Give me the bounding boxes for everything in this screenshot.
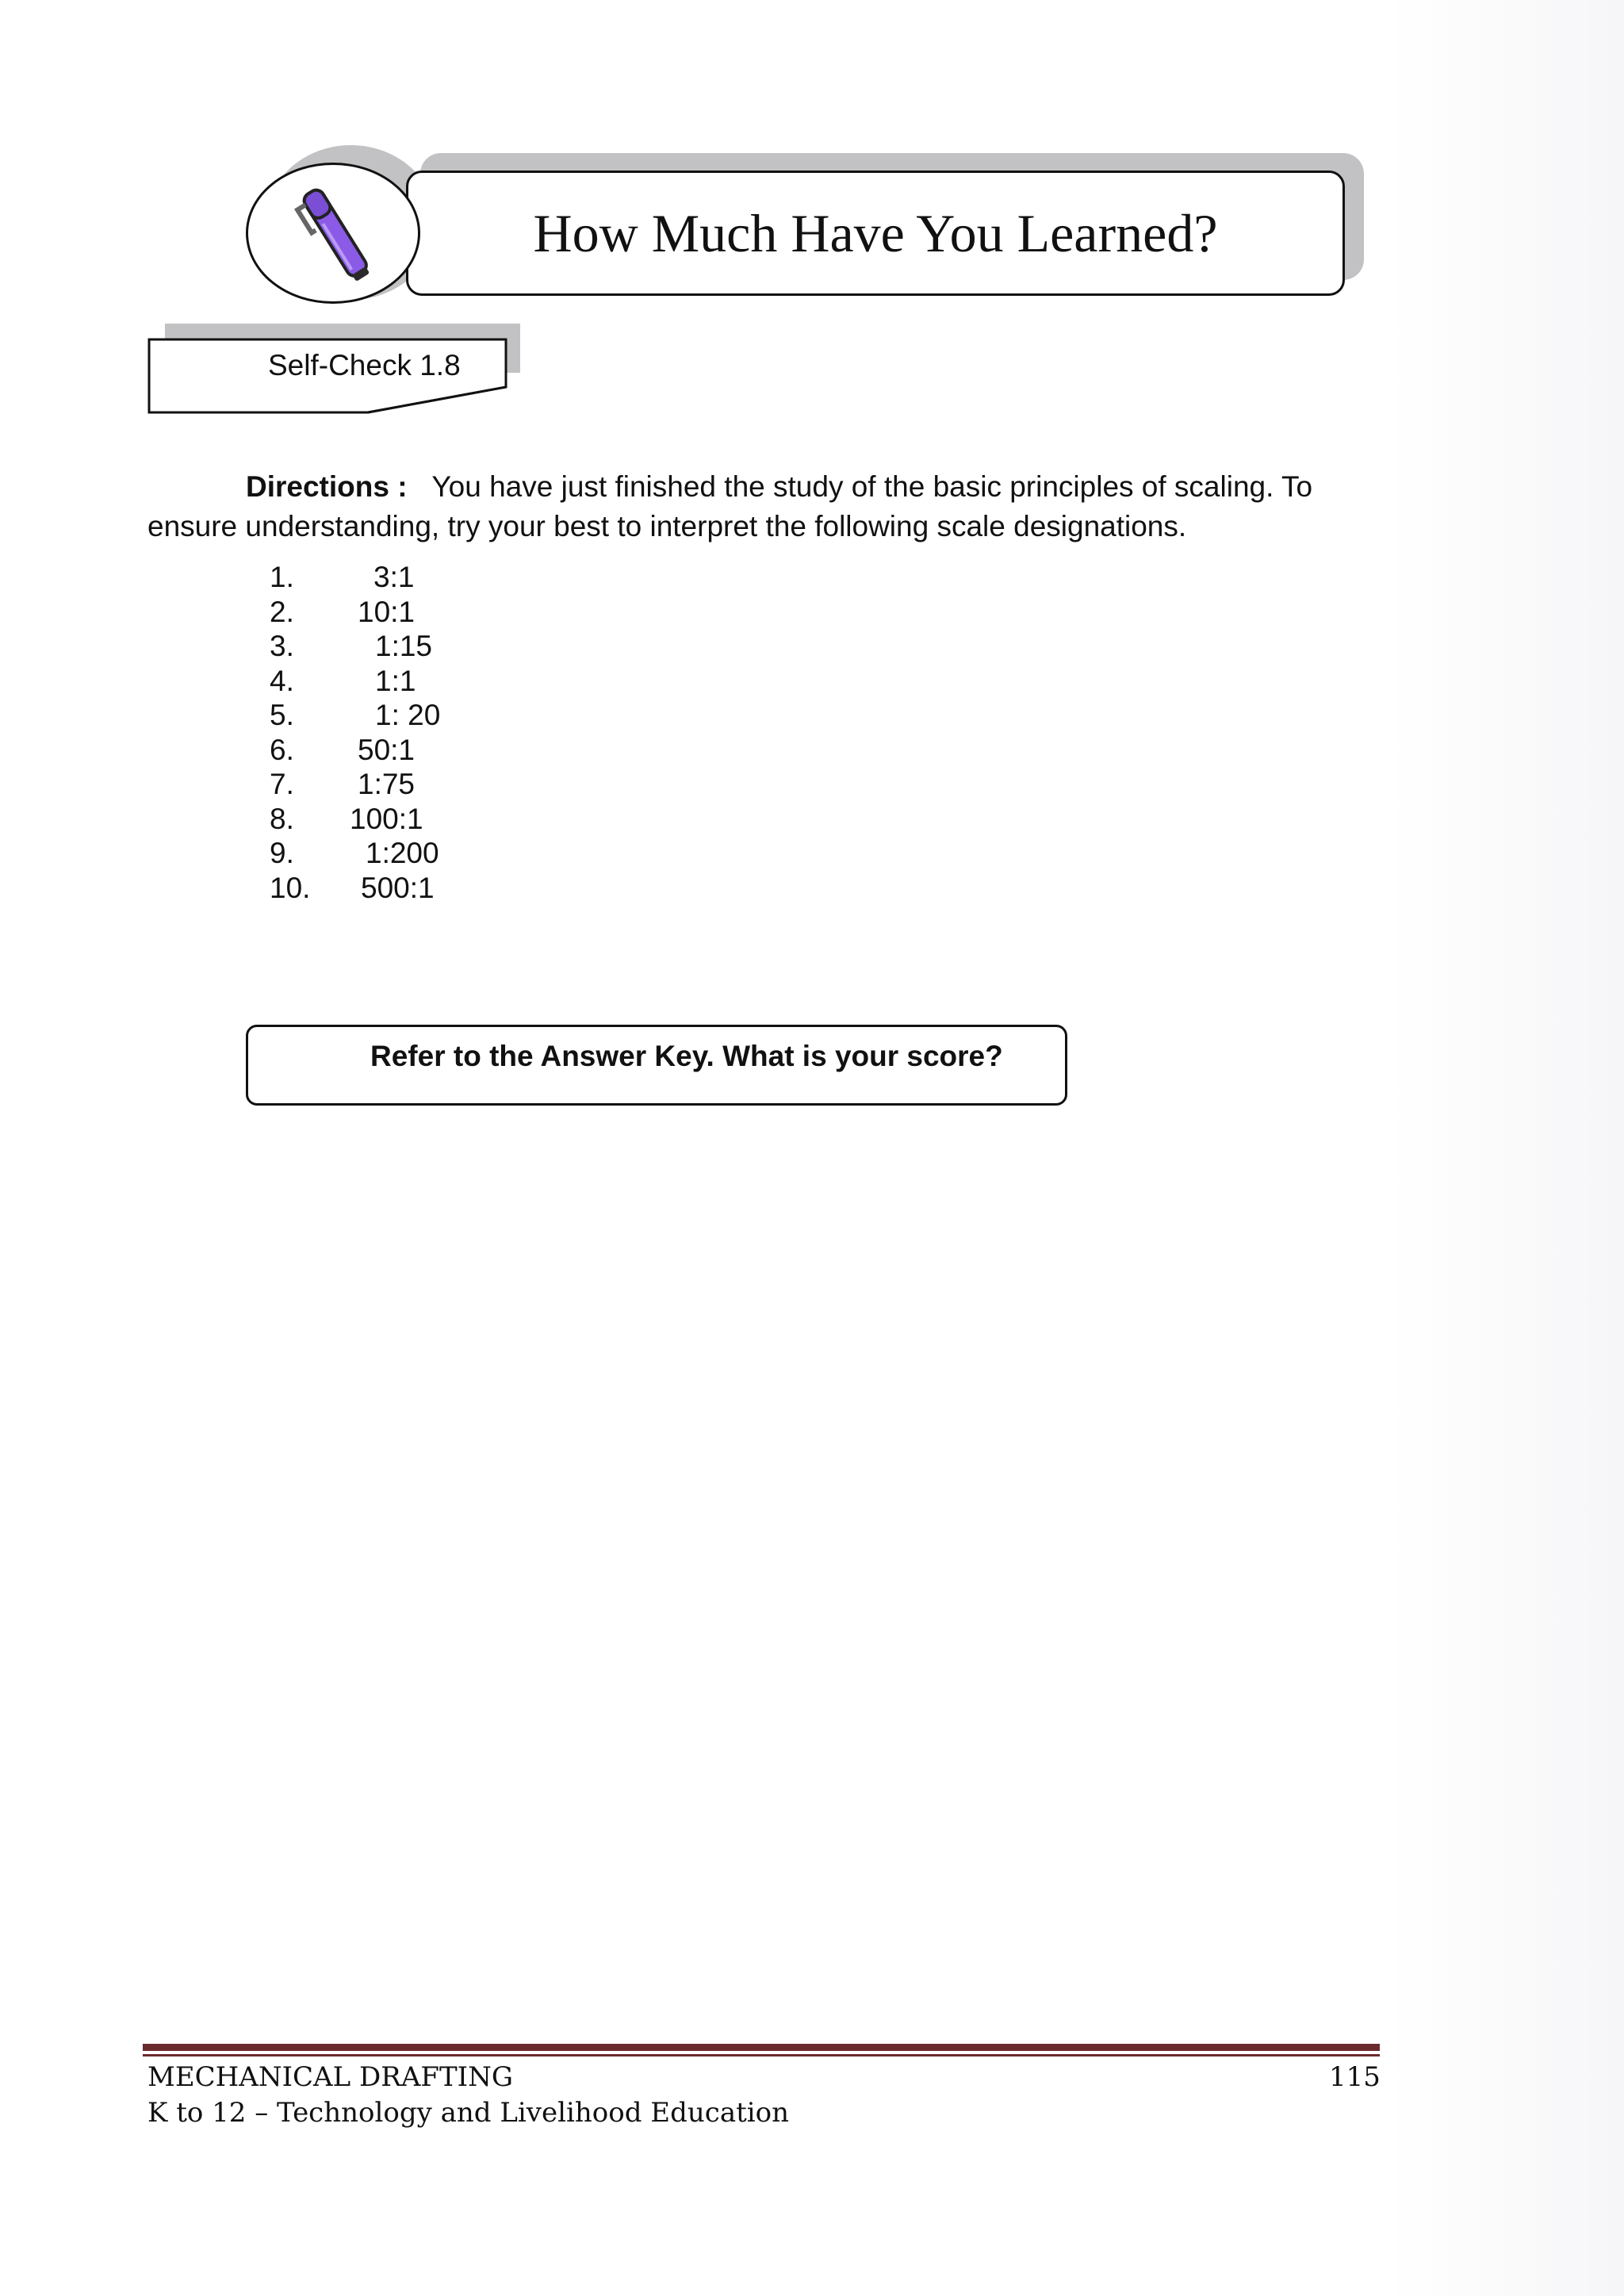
list-item: 3. 1:15: [270, 630, 433, 662]
score-prompt-box: [246, 1025, 1067, 1106]
footer-course: MECHANICAL DRAFTING: [147, 2061, 514, 2093]
page-number: 115: [1329, 2061, 1381, 2093]
pen-icon: [280, 171, 391, 298]
list-item: 2. 10:1: [270, 595, 416, 628]
list-item: 1. 3:1: [270, 561, 415, 593]
list-item: 6. 50:1: [270, 733, 416, 766]
footer-program: K to 12 – Technology and Livelihood Education: [147, 2097, 789, 2129]
scale-list: [270, 560, 587, 905]
list-item: 7. 1:75: [270, 768, 416, 800]
footer-rule-thin: [143, 2054, 1380, 2056]
pen-badge: [246, 163, 420, 304]
section-banner: [406, 171, 1345, 296]
footer-rule: [143, 2044, 1380, 2051]
list-item: 8. 100:1: [270, 802, 423, 835]
footer-text: [147, 2060, 789, 2131]
page-edge-shade: [1386, 0, 1624, 2296]
directions-text: You have just finished the study of the basic principles of scaling. To ensure understanding, try your best to interpret the following scale designations.: [147, 470, 1313, 542]
directions-paragraph: [147, 467, 1369, 546]
self-check-label: Self-Check 1.8: [268, 349, 461, 381]
list-item: 10. 500:1: [270, 871, 435, 904]
list-item: 4. 1:1: [270, 664, 416, 697]
score-prompt: Refer to the Answer Key. What is your score?: [370, 1040, 1003, 1072]
list-item: 9. 1:200: [270, 837, 439, 869]
list-item: 5. 1: 20: [270, 699, 441, 731]
page-title: How Much Have You Learned?: [533, 202, 1218, 263]
directions-label: Directions :: [246, 470, 408, 503]
